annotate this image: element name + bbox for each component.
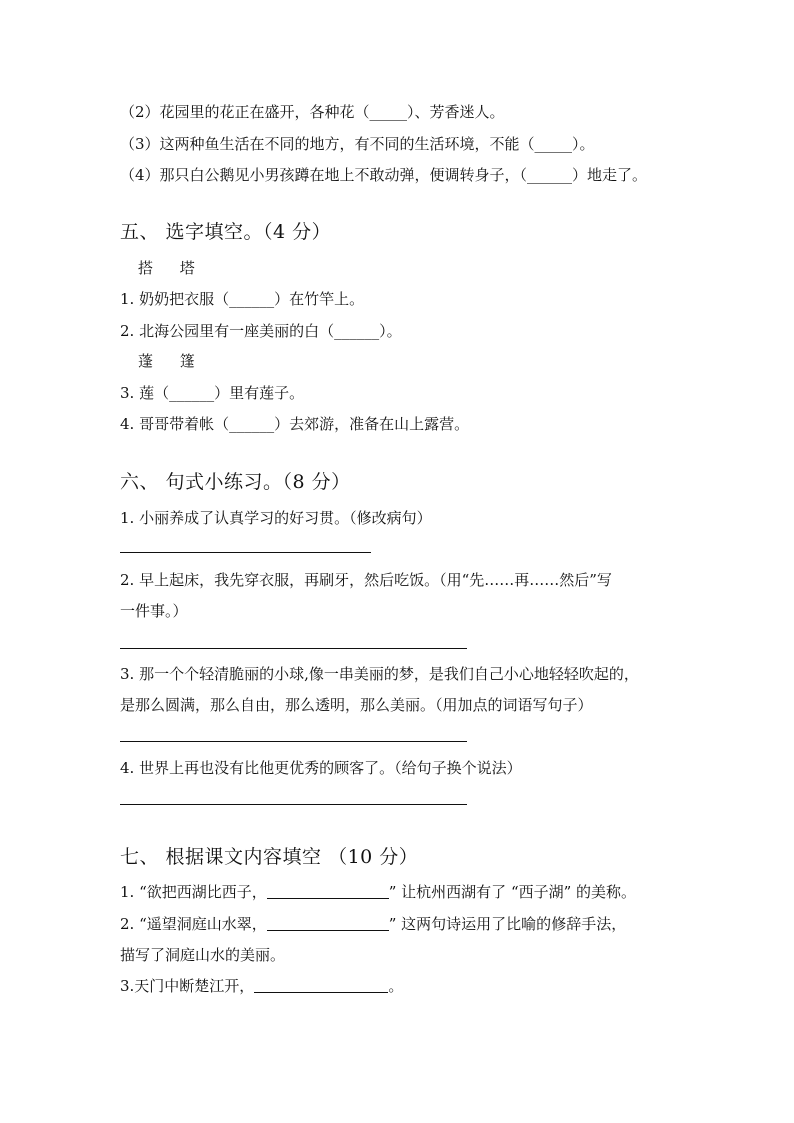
section5-choice-group-2: 蓬 篷	[138, 352, 195, 370]
section6-question-2-line-2: 一件事。）	[120, 602, 188, 620]
section4-item-4: （4）那只白公鹅见小男孩蹲在地上不敢动弹，便调转身子，（______）地走了。	[120, 166, 648, 184]
section5-item-3: 3. 莲（______）里有莲子。	[120, 384, 305, 402]
answer-line-1[interactable]	[120, 552, 371, 553]
section6-question-3-line-1: 3. 那一个个轻清脆丽的小球,像一串美丽的梦，是我们自己小心地轻轻吹起的，	[120, 665, 639, 683]
section7-heading: 七、 根据课文内容填空 （10 分）	[120, 846, 419, 868]
section6-heading: 六、 句式小练习。（8 分）	[120, 471, 351, 493]
section5-item-1: 1. 奶奶把衣服（______）在竹竿上。	[120, 290, 365, 308]
section5-item-4: 4. 哥哥带着帐（______）去郊游，准备在山上露营。	[120, 415, 470, 433]
section7-question-2	[120, 914, 626, 934]
fill-blank-3[interactable]	[254, 978, 388, 993]
section4-item-3: （3）这两种鱼生活在不同的地方，有不同的生活环境，不能（_____）。	[120, 135, 595, 153]
section5-item-2: 2. 北海公园里有一座美丽的白（______）。	[120, 322, 402, 340]
section7-q2-before: 2. “遥望洞庭山水翠，	[120, 915, 267, 933]
section6-question-1: 1. 小丽养成了认真学习的好习贯。（修改病句）	[120, 509, 432, 527]
section6-question-4: 4. 世界上再也没有比他更优秀的顾客了。（给句子换个说法）	[120, 759, 522, 777]
answer-line-4[interactable]	[120, 804, 467, 805]
section7-question-2-line-2: 描写了洞庭山水的美丽。	[120, 946, 286, 964]
section7-question-3	[120, 976, 403, 996]
section5-choice-group-1: 搭 塔	[138, 259, 195, 277]
answer-line-3[interactable]	[120, 741, 467, 742]
section4-item-2: （2）花园里的花正在盛开，各种花（_____）、芳香迷人。	[120, 103, 505, 121]
section5-heading: 五、 选字填空。（4 分）	[120, 221, 332, 243]
section7-q3-before: 3.天门中断楚江开，	[120, 977, 255, 995]
section6-question-3-line-2: 是那么圆满，那么自由，那么透明，那么美丽。（用加点的词语写句子）	[120, 696, 593, 714]
section6-question-2-line-1: 2. 早上起床，我先穿衣服，再刷牙，然后吃饭。（用“先……再……然后”写	[120, 571, 612, 589]
section7-q1-after: ” 让杭州西湖有了 “西子湖” 的美称。	[388, 883, 637, 901]
section7-q2-after: ” 这两句诗运用了比喻的修辞手法，	[388, 915, 627, 933]
answer-line-2[interactable]	[120, 648, 467, 649]
fill-blank-1[interactable]	[267, 884, 389, 899]
section7-question-1	[120, 882, 636, 902]
section7-q3-after: 。	[388, 977, 404, 995]
section7-q1-before: 1. “欲把西湖比西子，	[120, 883, 267, 901]
fill-blank-2[interactable]	[267, 916, 389, 931]
